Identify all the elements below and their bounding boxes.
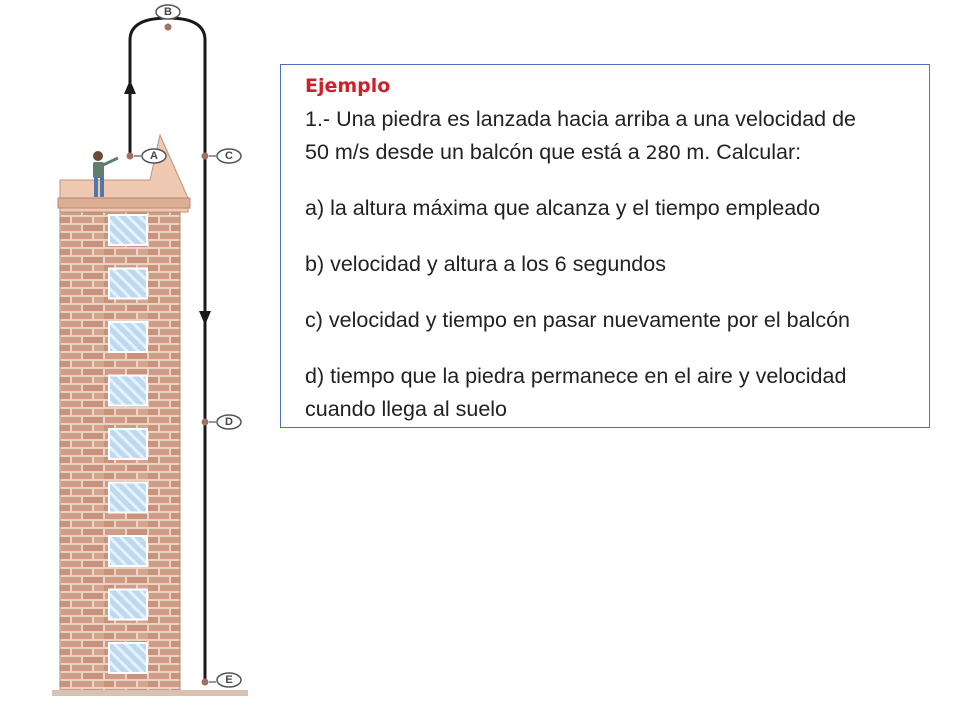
problem-statement-line-1: 1.- Una piedra es lanzada hacia arriba a una velocidad de [305, 107, 857, 131]
statement-text-before: 50 m/s desde un balcón que está a [305, 140, 646, 164]
ground [52, 690, 248, 696]
building-trajectory-illustration [0, 0, 300, 720]
question-c: c) velocidad y tiempo en pasar nuevamente por el balcón [305, 308, 850, 332]
building-window [109, 483, 147, 513]
question-d-line-1: d) tiempo que la piedra permanece en el aire y velocidad [305, 364, 847, 388]
problem-box [280, 64, 930, 428]
building-window [109, 322, 147, 352]
building-window [109, 590, 147, 620]
building-window [109, 429, 147, 459]
building-window [109, 215, 147, 245]
building-window [109, 536, 147, 566]
svg-text:A: A [150, 150, 158, 162]
point-label-e [209, 673, 241, 687]
arrow-down-icon [199, 311, 211, 325]
building-window [109, 643, 147, 673]
svg-text:C: C [225, 150, 233, 162]
svg-text:E: E [225, 674, 233, 686]
point-label-d [209, 415, 241, 429]
arrow-up-icon [124, 80, 136, 94]
building-window [109, 376, 147, 406]
point-label-a [134, 149, 166, 163]
svg-text:B: B [164, 6, 172, 18]
problem-statement-line-2 [305, 138, 801, 167]
example-heading: Ejemplo [305, 75, 391, 97]
statement-text-after: m. Calcular: [680, 140, 802, 164]
question-d-line-2: cuando llega al suelo [305, 397, 508, 421]
question-a: a) la altura máxima que alcanza y el tiempo empleado [305, 196, 821, 220]
building-windows [109, 215, 147, 673]
building-window [109, 269, 147, 299]
question-b: b) velocidad y altura a los 6 segundos [305, 252, 666, 276]
point-label-b [156, 5, 180, 19]
svg-text:D: D [225, 416, 233, 428]
balcony-height-value: 280 [645, 142, 681, 164]
point-label-c [209, 149, 241, 163]
building [52, 135, 248, 696]
